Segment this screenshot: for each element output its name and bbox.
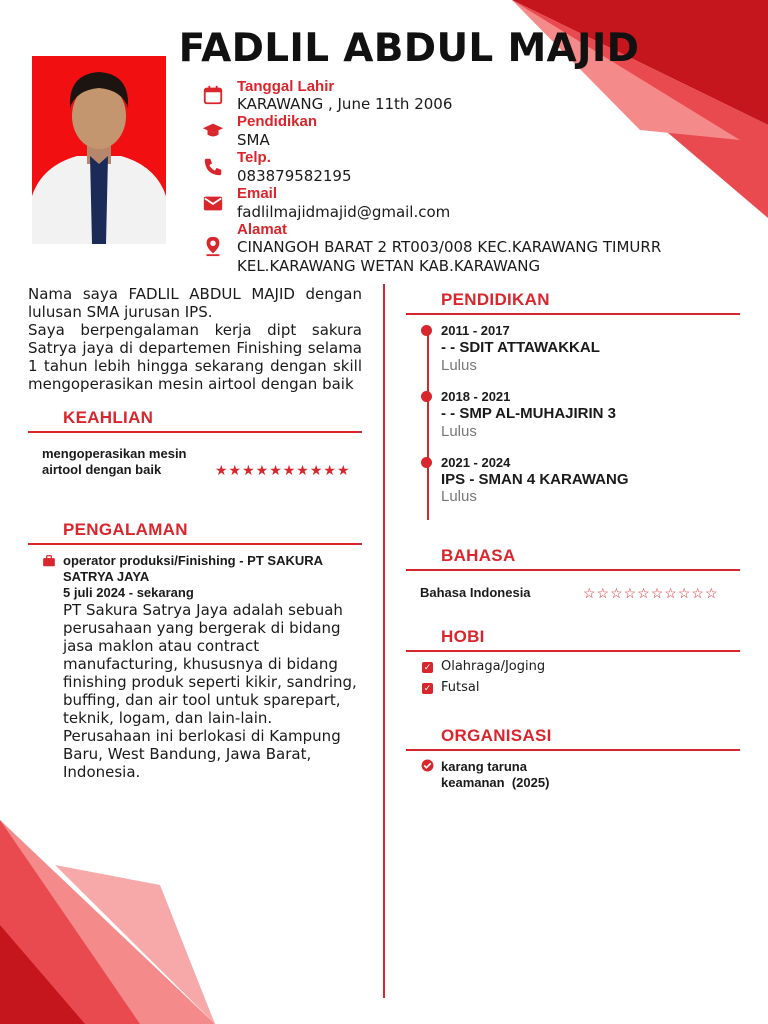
checkbox-icon: ✓ xyxy=(423,683,432,693)
checkbox-icon: ✓ xyxy=(423,662,432,672)
calendar-icon xyxy=(202,84,224,106)
education-years: 2018 - 2021 xyxy=(441,389,511,404)
phone-icon xyxy=(202,156,224,178)
hobby-item: Futsal xyxy=(441,680,480,695)
info-value: CINANGOH BARAT 2 RT003/008 KEC.KARAWANG TIMURR xyxy=(237,238,662,256)
section-rule xyxy=(406,313,740,315)
experience-description: PT Sakura Satrya Jaya adalah sebuah perusahaan yang bergerak di bidang jasa maklon atau contract manufacturing, khususnya di bidang finishing produk seperti kikir, sandring, buffing, dan air tool untuk sparepart, teknik, logam, dan lain-lain. Perusahaan ini berlokasi di Kampung Baru, West Bandung, Jawa Barat, Indonesia. xyxy=(63,601,357,781)
info-label: Pendidikan xyxy=(237,113,318,130)
education-years: 2021 - 2024 xyxy=(441,455,511,470)
section-title-experience: PENGALAMAN xyxy=(63,520,188,539)
section-title-education: PENDIDIKAN xyxy=(441,290,550,309)
experience-period: 5 juli 2024 - sekarang xyxy=(63,585,194,600)
info-value: fadlilmajidmajid@gmail.com xyxy=(237,203,451,221)
section-rule xyxy=(406,650,740,652)
section-title-skills: KEAHLIAN xyxy=(63,408,154,427)
briefcase-icon xyxy=(42,554,56,568)
email-icon xyxy=(202,192,224,214)
education-school: - - SMP AL-MUHAJIRIN 3 xyxy=(441,405,617,422)
language-name: Bahasa Indonesia xyxy=(420,585,531,600)
info-value-line2: KEL.KARAWANG WETAN KAB.KARAWANG xyxy=(237,257,541,275)
graduation-cap-icon xyxy=(202,120,224,142)
education-item xyxy=(421,454,741,514)
info-value: KARAWANG , June 11th 2006 xyxy=(237,95,453,113)
education-status: Lulus xyxy=(441,423,477,440)
education-years: 2011 - 2017 xyxy=(441,323,510,338)
section-title-hobbies: HOBI xyxy=(441,627,485,646)
profile-summary xyxy=(28,285,362,393)
section-rule xyxy=(406,569,740,571)
column-divider xyxy=(383,284,385,998)
location-pin-icon xyxy=(202,235,224,257)
timeline-dot xyxy=(421,325,432,336)
section-rule xyxy=(406,749,740,751)
education-item xyxy=(421,388,741,448)
timeline-dot xyxy=(421,457,432,468)
skill-name: mengoperasikan mesin airtool dengan baik xyxy=(42,446,187,477)
info-value: 083879582195 xyxy=(237,167,352,185)
education-item xyxy=(421,322,741,382)
education-school: - - SDIT ATTAWAKKAL xyxy=(441,339,600,356)
section-title-language: BAHASA xyxy=(441,546,516,565)
language-rating-stars: ☆☆☆☆☆☆☆☆☆☆ xyxy=(583,585,719,601)
info-label: Email xyxy=(237,185,278,202)
info-value: SMA xyxy=(237,131,270,149)
info-label: Tanggal Lahir xyxy=(237,78,335,95)
education-status: Lulus xyxy=(441,488,477,505)
info-label: Alamat xyxy=(237,221,288,238)
organization-item: keamanan (2025) xyxy=(441,775,550,790)
education-status: Lulus xyxy=(441,357,477,374)
applicant-name: FADLIL ABDUL MAJID xyxy=(178,26,640,71)
section-title-organization: ORGANISASI xyxy=(441,726,552,745)
profile-photo xyxy=(32,56,166,244)
hobby-item: Olahraga/Joging xyxy=(441,659,546,674)
organization-item: karang taruna xyxy=(441,759,527,774)
education-school: IPS - SMAN 4 KARAWANG xyxy=(441,471,629,488)
info-label: Telp. xyxy=(237,149,271,166)
section-rule xyxy=(28,431,362,433)
experience-role: operator produksi/Finishing - PT SAKURA SATRYA JAYA xyxy=(63,553,323,584)
check-circle-icon xyxy=(421,759,434,772)
skill-rating-stars: ★★★★★★★★★★ xyxy=(215,462,351,478)
profile-paragraph: Nama saya FADLIL ABDUL MAJID dengan lulusan SMA jurusan IPS. xyxy=(28,285,362,321)
profile-paragraph: Saya berpengalaman kerja dipt sakura Satrya jaya di departemen Finishing selama 1 tahun lebih hingga sekarang dengan skill mengoperasikan mesin airtool dengan baik xyxy=(28,321,362,393)
section-rule xyxy=(28,543,362,545)
timeline-dot xyxy=(421,391,432,402)
